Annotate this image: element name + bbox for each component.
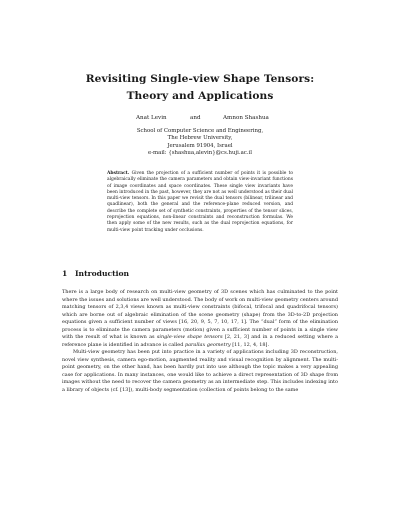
paragraph-text: There is a large body of research on multi-view geometry of 3D scenes which has culminated to the point where the issues and solutions are well understood. The body of work on multi-view geometry centers around matching tensors of 2,3,4 views known as multi-view constraints (bifocal, trifocal and quadrifocal tensors) which are borne out of algebraic elimination of the scene geometry (shape) from the 3D-to-2D projection equations given a sufficient number of views [16, 20, 9, 5, 7, 10, 17, 1]. The “dual” form of the elimination process is to eliminate the camera parameters (motion) given a sufficient number of points in a single view with the result of what is known as: [62, 289, 338, 340]
paragraph-text: [2, 21, 3] and in a reduced setting where a reference plane is identified in advance is called: [62, 334, 339, 348]
emphasis-text: single-view shape tensors: [156, 334, 223, 340]
body-text: [62, 289, 338, 394]
paper-title: Revisiting Single-view Shape Tensors: Theory and Applications: [85, 73, 315, 102]
paragraph-text: [11, 12, 4, 18].: [230, 341, 270, 348]
section-heading: [62, 269, 342, 278]
emphasis-text: parallax geometry: [184, 341, 231, 348]
affiliation-line: The Hebrew University,: [167, 135, 233, 142]
section-title: Introduction: [75, 269, 130, 278]
affiliation: [100, 128, 300, 158]
author-2: Amnon Shashua: [223, 115, 269, 121]
author-line: [0, 115, 400, 127]
section-number: 1: [62, 269, 68, 278]
affiliation-line: Jerusalem 91904, Israel: [167, 142, 233, 149]
email-line: e-mail: {shashua,alevin}@cs.huji.ac.il: [148, 150, 252, 157]
paragraph: Multi-view geometry has been put into practice in a variety of applications including 3D reconstruction, novel view synthesis, camera ego-motion, augmented reality and visual recognition by alignment. The multi-point geometry, on the other hand, has been hardly put into use although the topic makes a very appealing case for applications. In many instances, one would like to achieve a direct representation of 3D shape from images without the need to recover the camera geometry as an intermediate step. This includes indexing into a library of objects (cf. [13]), multi-body segmentation (collection of points belong to the same: [62, 349, 338, 393]
paragraph: [62, 289, 338, 349]
abstract-text: Given the projection of a sufficient number of points it is possible to algebraically eliminate the camera parameters and obtain view-invariant functions of image coordinates and space coordinates. These single view invariants have been introduced in the past, however, they are not as well understood as their dual multi-view tensors. In this paper we revisit the dual tensors (bilinear, trilinear and quadlinear), both the general and the reference-plane reduced version, and describe the complete set of synthetic constraints, properties of the tensor slices, reprojection equations, non-linear constraints and reconstruction formulas. We then apply some of the new results, such as the dual reprojection equations, for multi-view point tracking under occlusions.: [107, 171, 293, 233]
author-separator: and: [190, 115, 201, 121]
affiliation-line: School of Computer Science and Engineering,: [136, 128, 264, 134]
author-1: Anat Levin: [136, 115, 167, 121]
abstract: [107, 171, 293, 234]
abstract-label: Abstract.: [107, 171, 130, 176]
